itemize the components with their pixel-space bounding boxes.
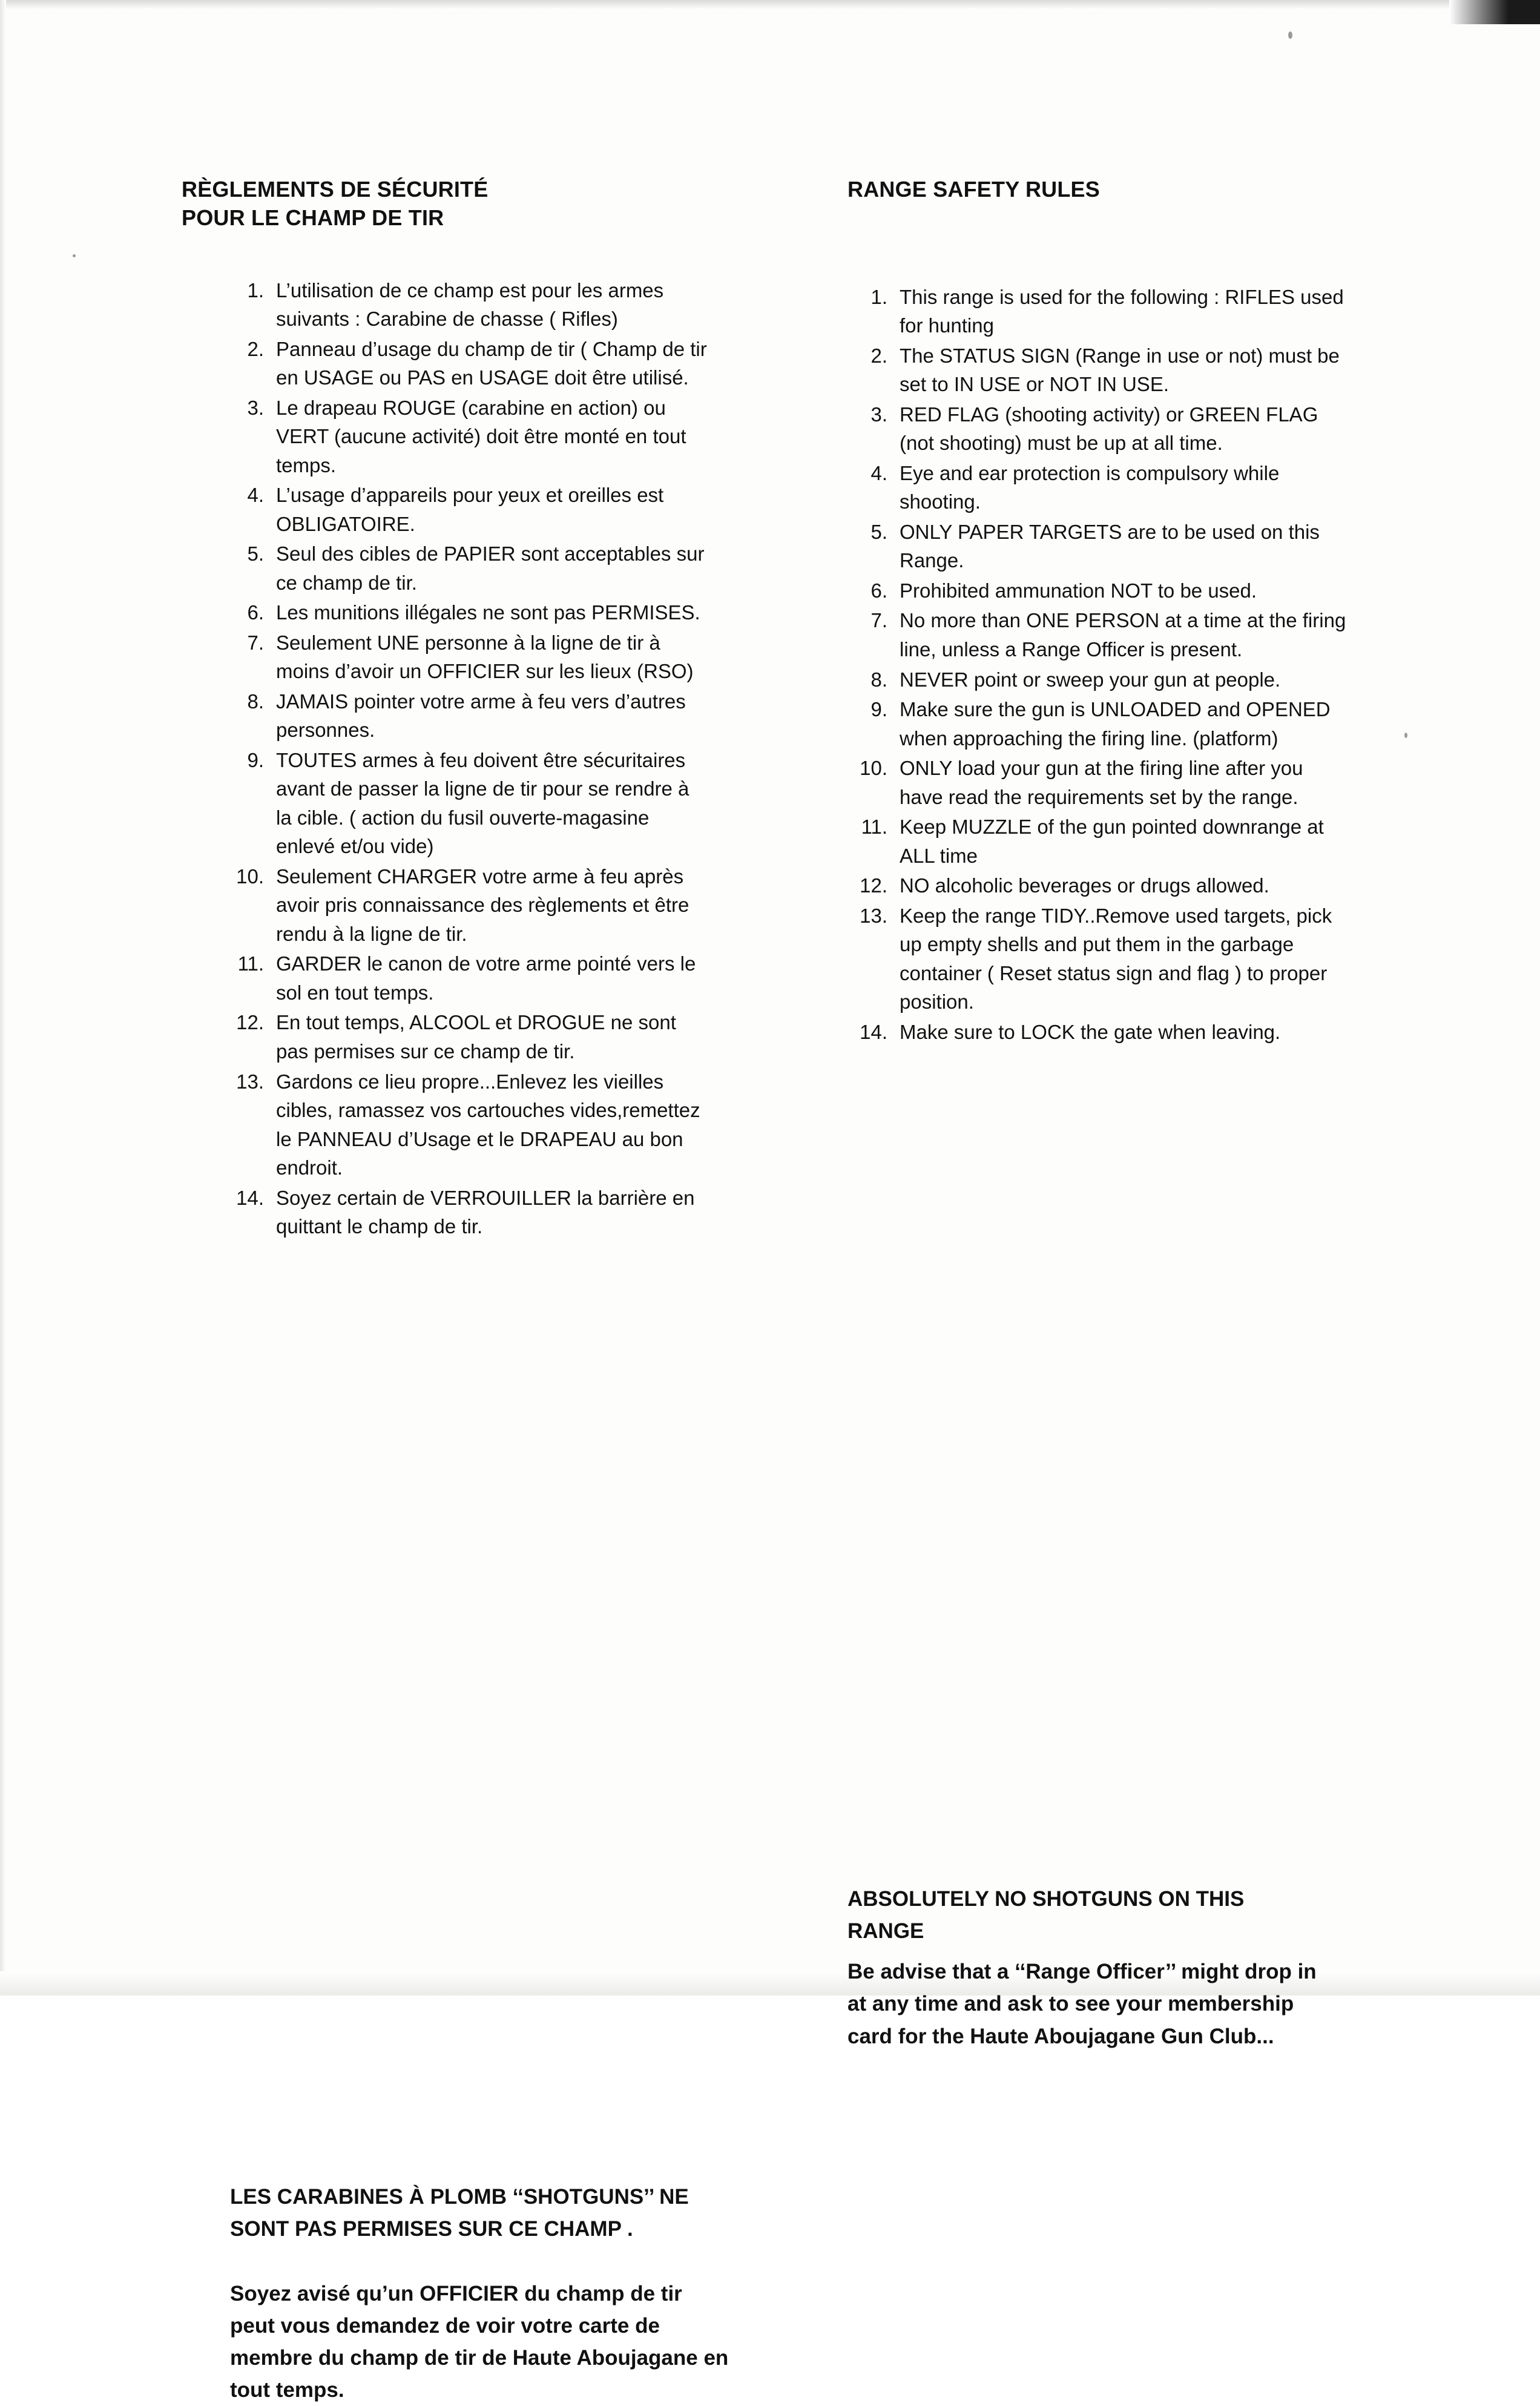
english-column (847, 176, 1350, 2048)
list-item: Le drapeau ROUGE (carabine en action) ou VERT (aucune activité) doit être monté en tout temps. (276, 396, 686, 476)
french-notice-shotguns: LES CARABINES À PLOMB ‘‘SHOTGUNS’’ NE SONT PAS PERMISES SUR CE CHAMP . (230, 2184, 689, 2241)
list-item: NO alcoholic beverages or drugs allowed. (900, 874, 1269, 897)
list-item: Seul des cibles de PAPIER sont acceptables sur ce champ de tir. (276, 542, 705, 594)
english-rules-list (847, 283, 1350, 1046)
list-item: RED FLAG (shooting activity) or GREEN FLAG (not shooting) must be up at all time. (900, 403, 1318, 455)
list-item: This range is used for the following : RIFLES used for hunting (900, 285, 1344, 337)
french-section-title (182, 176, 757, 232)
french-rules-list (224, 276, 708, 1241)
list-item: TOUTES armes à feu doivent être sécuritaires avant de passer la ligne de tir pour se rendre à la cible. ( action du fusil ouverte-magasine enlevé et/ou vide) (276, 748, 689, 858)
french-title-line-1: RÈGLEMENTS DE SÉCURITÉ (182, 177, 489, 202)
french-title-line-2: POUR LE CHAMP DE TIR (182, 205, 444, 230)
list-item: Make sure the gun is UNLOADED and OPENED when approaching the firing line. (platform) (900, 698, 1331, 750)
list-item: ONLY PAPER TARGETS are to be used on this Range. (900, 520, 1320, 572)
list-item: No more than ONE PERSON at a time at the firing line, unless a Range Officer is present. (900, 609, 1346, 661)
french-column (182, 176, 757, 2402)
list-item: Prohibited ammunation NOT to be used. (900, 579, 1257, 602)
list-item: L’usage d’appareils pour yeux et oreilles est OBLIGATOIRE. (276, 484, 664, 535)
list-item: Gardons ce lieu propre...Enlevez les vieilles cibles, ramassez vos cartouches vides,remettez le PANNEAU d’Usage et le DRAPEAU au bon endroit. (276, 1070, 700, 1179)
english-notice-range-officer: Be advise that a ‘‘Range Officer’’ might drop in at any time and ask to see your membership card for the Haute Aboujagane Gun Club... (847, 1960, 1317, 2048)
french-rules-list-wrapper (224, 276, 708, 1241)
french-notice-range-officer: Soyez avisé qu’un OFFICIER du champ de tir peut vous demandez de voir votre carte de membre du champ de tir de Haute Aboujagane en tout temps. (230, 2281, 729, 2402)
list-item: Make sure to LOCK the gate when leaving. (900, 1020, 1281, 1043)
list-item: Keep MUZZLE of the gun pointed downrange at ALL time (900, 816, 1324, 867)
list-item: Seulement UNE personne à la ligne de tir à moins d’avoir un OFFICIER sur les lieux (RSO) (276, 631, 694, 683)
list-item: ONLY load your gun at the firing line after you have read the requirements set by the range. (900, 757, 1303, 808)
list-item: L’utilisation de ce champ est pour les armes suivants : Carabine de chasse ( Rifles) (276, 279, 664, 331)
list-item: En tout temps, ALCOOL et DROGUE ne sont pas permises sur ce champ de tir. (276, 1011, 676, 1063)
list-item: Keep the range TIDY..Remove used targets, pick up empty shells and put them in the garbage container ( Reset status sign and flag ) to proper position. (900, 904, 1332, 1013)
list-item: Eye and ear protection is compulsory while shooting. (900, 461, 1280, 513)
list-item: Soyez certain de VERROUILLER la barrière en quittant le champ de tir. (276, 1186, 695, 1238)
list-item: JAMAIS pointer votre arme à feu vers d’autres personnes. (276, 690, 686, 742)
english-section-title: RANGE SAFETY RULES (847, 177, 1100, 202)
list-item: Panneau d’usage du champ de tir ( Champ de tir en USAGE ou PAS en USAGE doit être utilisé. (276, 337, 707, 389)
list-item: GARDER le canon de votre arme pointé vers le sol en tout temps. (276, 952, 696, 1004)
list-item: Seulement CHARGER votre arme à feu après avoir pris connaissance des règlements et être rendu à la ligne de tir. (276, 865, 689, 945)
english-notice-shotguns: ABSOLUTELY NO SHOTGUNS ON THIS RANGE (847, 1887, 1245, 1943)
list-item: Les munitions illégales ne sont pas PERMISES. (276, 601, 700, 624)
list-item: The STATUS SIGN (Range in use or not) must be set to IN USE or NOT IN USE. (900, 344, 1340, 396)
list-item: NEVER point or sweep your gun at people. (900, 668, 1281, 691)
english-rules-list-wrapper (847, 283, 1350, 1046)
